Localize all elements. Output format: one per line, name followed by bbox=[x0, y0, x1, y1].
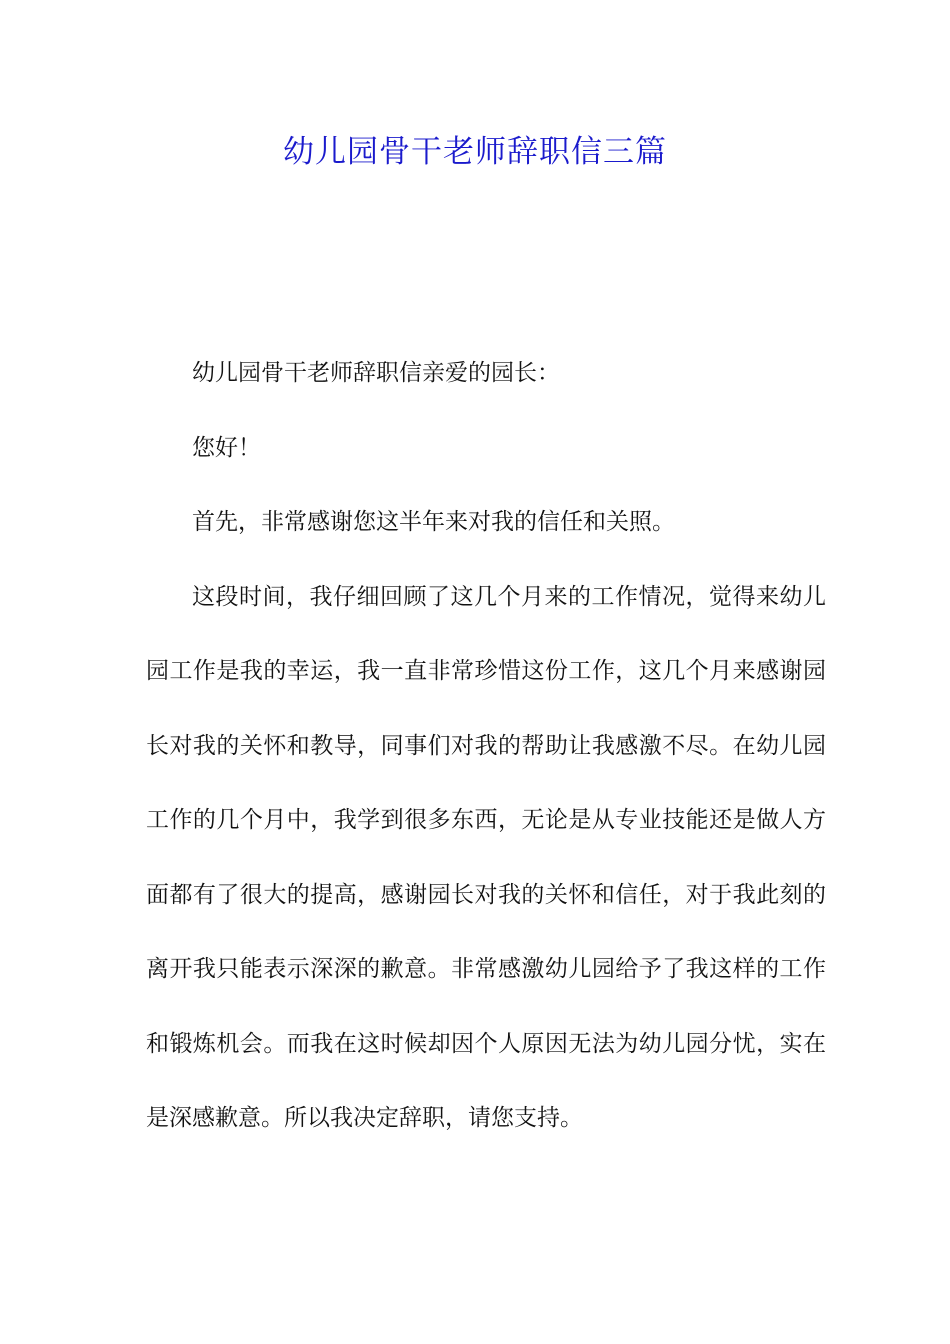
greeting-paragraph: 您好！ bbox=[192, 434, 261, 461]
thanks-paragraph: 首先，非常感谢您这半年来对我的信任和关照。 bbox=[192, 509, 675, 535]
document-title: 幼儿园骨干老师辞职信三篇 bbox=[283, 134, 667, 170]
salutation-paragraph: 幼儿园骨干老师辞职信亲爱的园长： bbox=[192, 360, 560, 386]
main-paragraph: 这段时间，我仔细回顾了这几个月来的工作情况，觉得来幼儿园工作是我的幸运，我一直非常珍惜这份工作，这几个月来感谢园长对我的关怀和教导，同事们对我的帮助让我感激不尽。在幼儿园工作的几个月中，我学到很多东西，无论是从专业技能还是做人方面都有了很大的提高，感谢园长对我的关怀和信任，对于我此刻的离开我只能表示深深的歉意。非常感激幼儿园给予了我这样的工作和锻炼机会。而我在这时候却因个人原因无法为幼儿园分忧，实在是深感歉意。所以我决定辞职，请您支持。 bbox=[146, 583, 826, 1131]
letter-body bbox=[146, 336, 826, 1156]
